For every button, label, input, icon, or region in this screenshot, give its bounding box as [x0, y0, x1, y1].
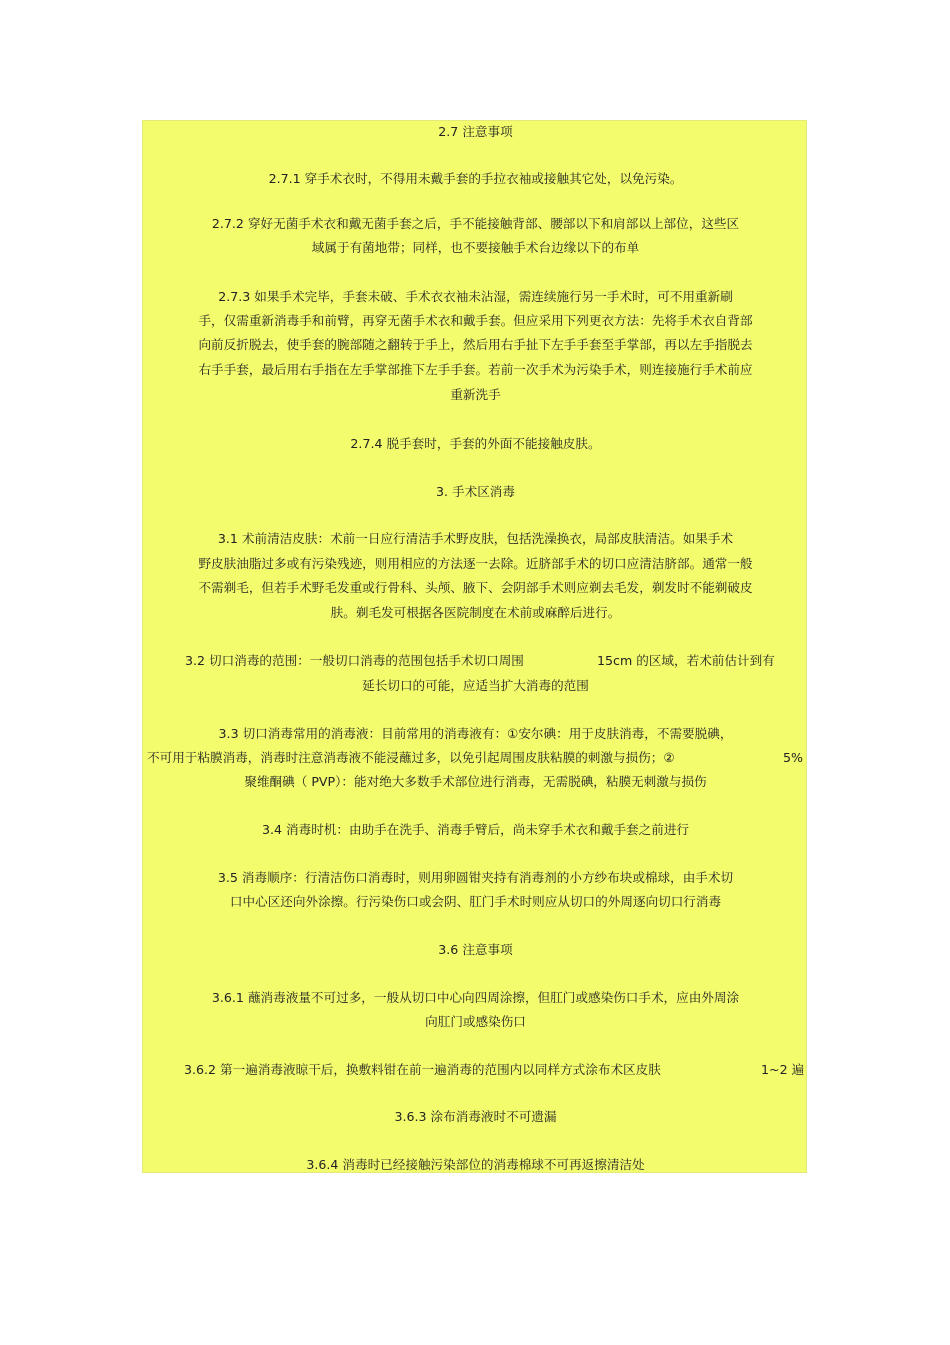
paragraph-2-7-2-line-1: 2.7.2 穿好无菌手术衣和戴无菌手套之后，手不能接触背部、腰部以下和肩部以上部位，这些区	[211, 216, 740, 231]
paragraph-3-6-3: 3.6.3 涂布消毒液时不可遗漏	[394, 1109, 557, 1124]
paragraph-3-1-line-1: 3.1 术前清洁皮肤：术前一日应行清洁手术野皮肤，包括洗澡换衣，局部皮肤清洁。如果手术	[217, 531, 734, 546]
paragraph-2-7-2-line-2: 域属于有菌地带；同样，也不要接触手术台边缘以下的布单	[311, 240, 640, 255]
paragraph-3-6-2	[143, 1059, 808, 1081]
paragraph-3-6-2-text-a: 3.6.2 第一遍消毒液晾干后，换敷料钳在前一遍消毒的范围内以同样方式涂布术区皮肤	[184, 1062, 661, 1077]
paragraph-3-1-line-4: 肤。剃毛发可根据各医院制度在术前或麻醉后进行。	[330, 605, 621, 620]
paragraph-3-3-text-b: 5%	[783, 750, 803, 765]
paragraph-3-6-2-text-b: 1~2 遍	[761, 1062, 805, 1077]
section-heading-2-7: 2.7 注意事项	[438, 124, 513, 139]
document-page	[142, 120, 807, 1173]
paragraph-3-3-line-2	[143, 747, 808, 769]
paragraph-3-3-text-a: 不可用于粘膜消毒，消毒时注意消毒液不能浸蘸过多，以免引起周围皮肤粘膜的刺激与损伤；②	[147, 750, 675, 765]
paragraph-2-7-4: 2.7.4 脱手套时，手套的外面不能接触皮肤。	[350, 436, 601, 451]
section-heading-3-6: 3.6 注意事项	[438, 942, 513, 957]
section-heading-3: 3. 手术区消毒	[436, 484, 515, 499]
paragraph-2-7-3-line-4: 右手手套，最后用右手指在左手掌部推下左手手套。若前一次手术为污染手术，则连接施行手术前应	[198, 362, 753, 377]
paragraph-3-6-1-line-1: 3.6.1 蘸消毒液量不可过多，一般从切口中心向四周涂擦，但肛门或感染伤口手术，应由外周涂	[211, 990, 740, 1005]
paragraph-3-1-line-2: 野皮肤油脂过多或有污染残迹，则用相应的方法逐一去除。近脐部手术的切口应清洁脐部。通常一般	[198, 556, 753, 571]
paragraph-3-1-line-3: 不需剃毛，但若手术野毛发重或行骨科、头颅、腋下、会阴部手术则应剃去毛发，剃发时不能剃破皮	[198, 580, 753, 595]
paragraph-3-6-1-line-2: 向肛门或感染伤口	[425, 1014, 526, 1029]
paragraph-3-2-line-2: 延长切口的可能，应适当扩大消毒的范围	[362, 678, 589, 693]
paragraph-3-2-text-a: 3.2 切口消毒的范围：一般切口消毒的范围包括手术切口周围	[185, 653, 524, 668]
paragraph-3-2-line-1	[143, 650, 808, 672]
paragraph-3-2-text-b: 15cm 的区域，若术前估计到有	[597, 653, 775, 668]
paragraph-3-5-line-1: 3.5 消毒顺序：行清洁伤口消毒时，则用卵圆钳夹持有消毒剂的小方纱布块或棉球，由手术切	[217, 870, 734, 885]
paragraph-2-7-3-line-5: 重新洗手	[450, 387, 501, 402]
paragraph-2-7-3-line-1: 2.7.3 如果手术完毕，手套未破、手术衣衣袖未沾湿，需连续施行另一手术时，可不用重新刷	[218, 289, 733, 304]
paragraph-3-3-line-3: 聚维酮碘（ PVP）：能对绝大多数手术部位进行消毒，无需脱碘，粘膜无刺激与损伤	[244, 774, 707, 789]
paragraph-2-7-3-line-3: 向前反折脱去，使手套的腕部随之翻转于手上，然后用右手扯下左手手套至手掌部，再以左手指脱去	[198, 337, 753, 352]
paragraph-3-6-4: 3.6.4 消毒时已经接触污染部位的消毒棉球不可再返擦清洁处	[306, 1157, 645, 1172]
paragraph-3-4: 3.4 消毒时机：由助手在洗手、消毒手臂后，尚未穿手术衣和戴手套之前进行	[261, 822, 690, 837]
paragraph-3-3-line-1: 3.3 切口消毒常用的消毒液：目前常用的消毒液有：①安尔碘：用于皮肤消毒，不需要脱碘，	[218, 726, 733, 741]
paragraph-2-7-3-line-2: 手，仅需重新消毒手和前臂，再穿无菌手术衣和戴手套。但应采用下列更衣方法：先将手术衣自背部	[198, 313, 753, 328]
paragraph-3-5-line-2: 口中心区还向外涂擦。行污染伤口或会阴、肛门手术时则应从切口的外周逐向切口行消毒	[229, 894, 722, 909]
paragraph-2-7-1: 2.7.1 穿手术衣时，不得用未戴手套的手拉衣袖或接触其它处，以免污染。	[268, 171, 683, 186]
